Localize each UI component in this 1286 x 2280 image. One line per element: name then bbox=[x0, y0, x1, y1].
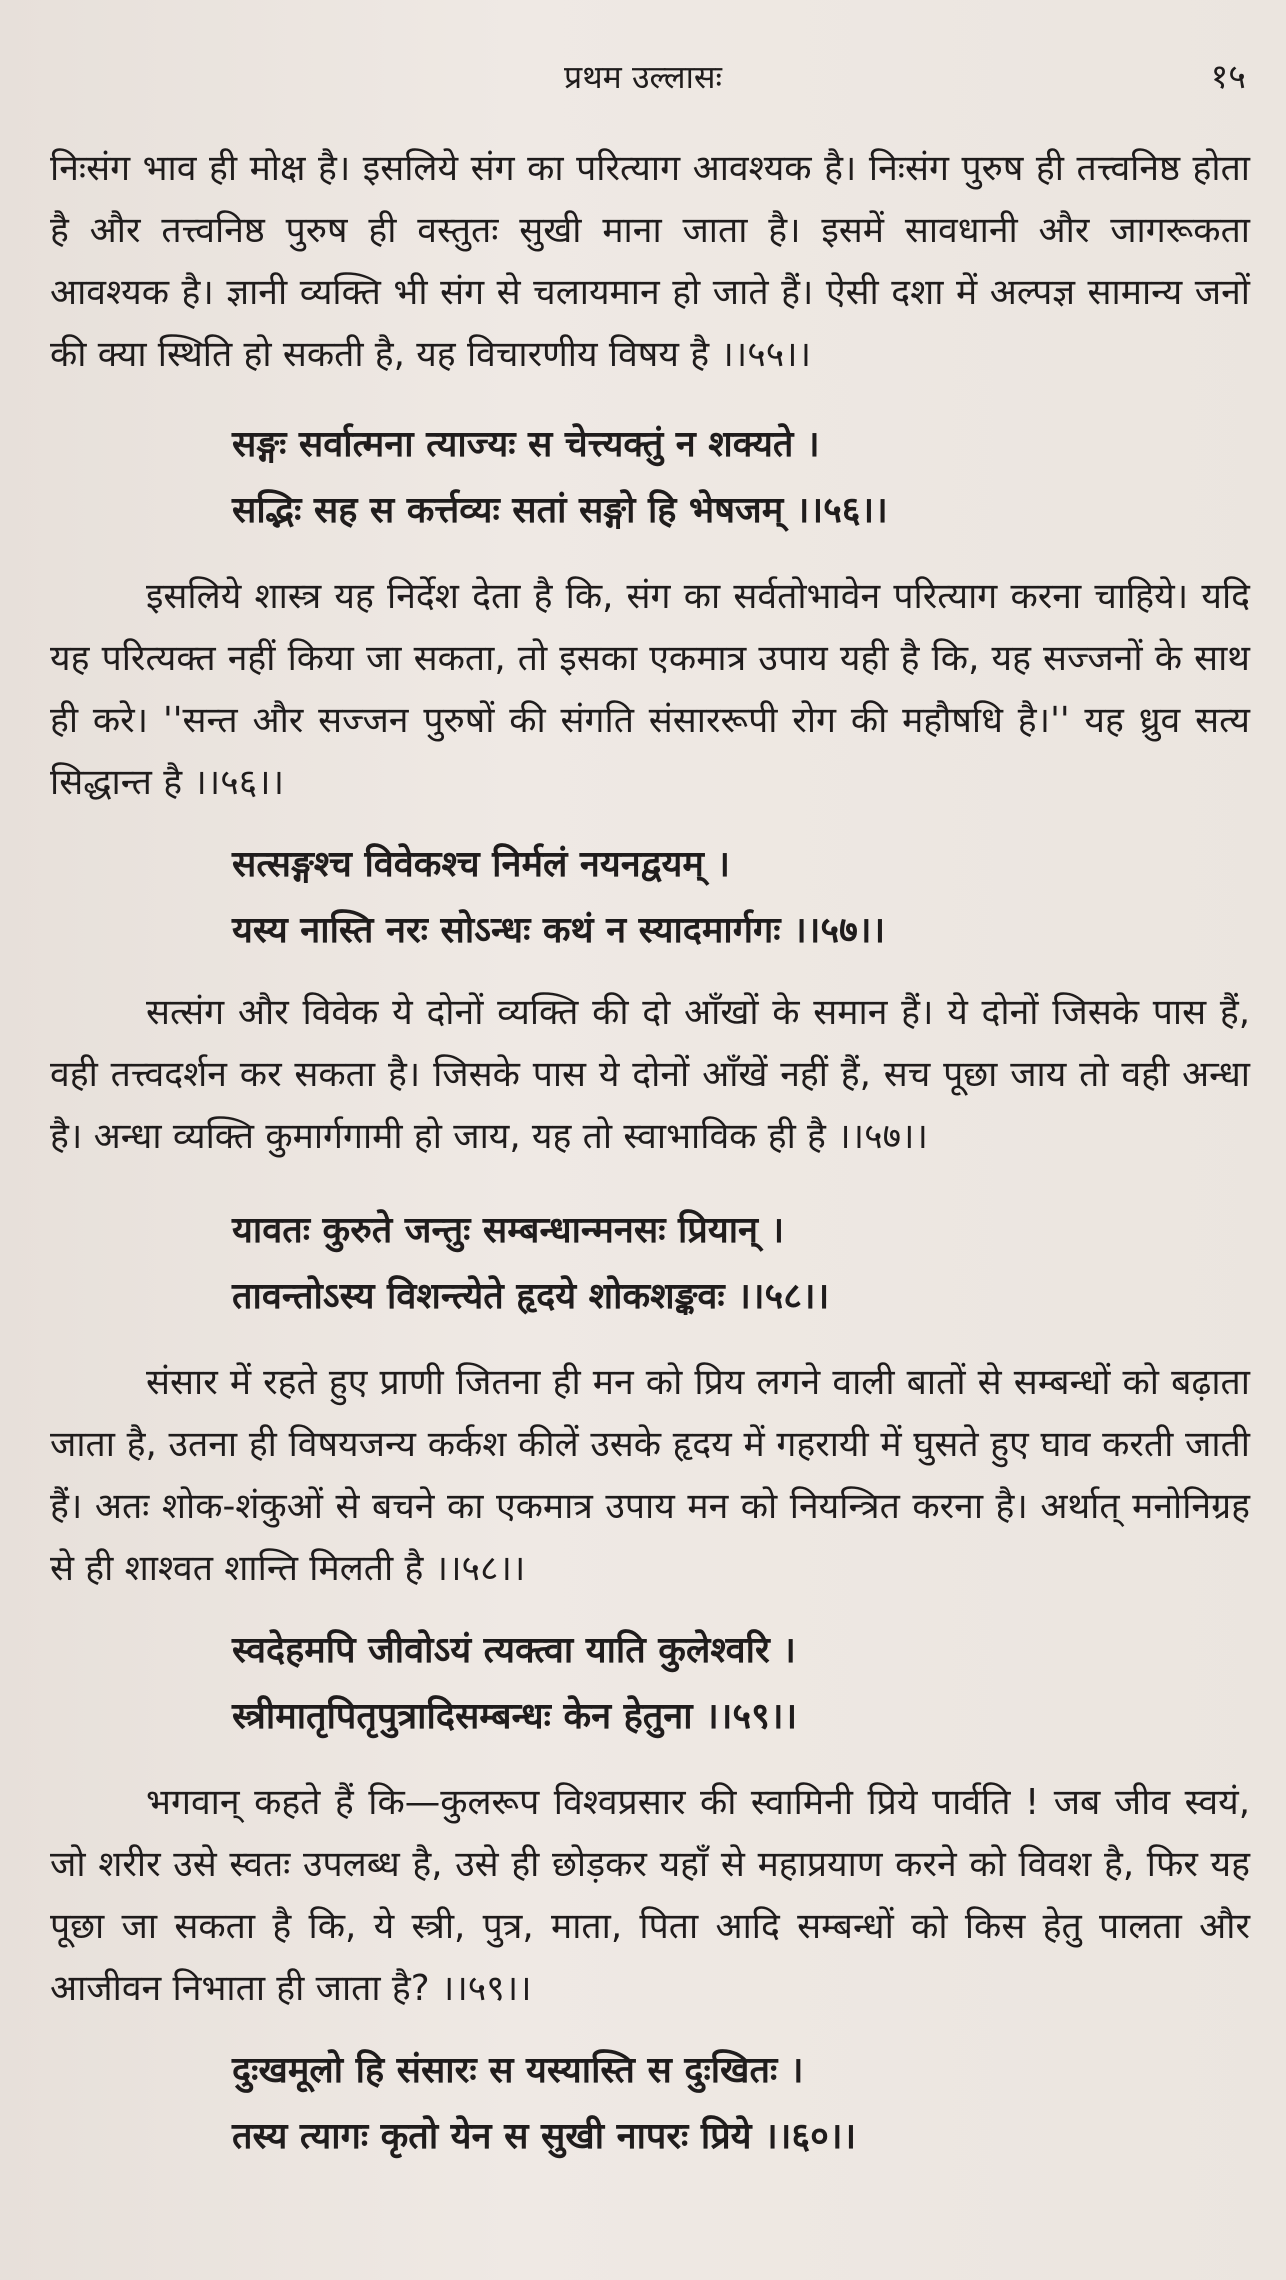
verse-line: दुःखमूलो हि संसारः स यस्यास्ति स दुःखितः । bbox=[232, 2050, 804, 2091]
commentary-paragraph-58: संसार में रहते हुए प्राणी जितना ही मन को प्रिय लगने वाली बातों से सम्बन्धों को बढ़ाता जाता है, उतना ही विषयजन्य कर्कश कीलें उसके हृदय में गहरायी में घुसते हुए घाव करती जाती हैं। अतः शोक-शंकुओं से बचने का एकमात्र उपाय मन को नियन्त्रित करना है। अर्थात् मनोनिग्रह से ही शाश्वत शान्ति मिलती है ।।५८।। bbox=[50, 1362, 1250, 1589]
verse-57 bbox=[232, 832, 1132, 964]
verse-line: सद्भिः सह स कर्त्तव्यः सतां सङ्गो हि भेषजम् ।।५६।। bbox=[232, 490, 888, 531]
verse-56 bbox=[232, 412, 1132, 544]
verse-line: तावन्तोऽस्य विशन्त्येते हृदये शोकशङ्कवः ।।५८।। bbox=[232, 1276, 830, 1317]
verse-line: तस्य त्यागः कृतो येन स सुखी नापरः प्रिये ।।६०।। bbox=[232, 2116, 857, 2157]
verse-line: सत्सङ्गश्च विवेकश्च निर्मलं नयनद्वयम् । bbox=[232, 844, 731, 885]
verse-line: स्त्रीमातृपितृपुत्रादिसम्बन्धः केन हेतुना ।।५९।। bbox=[232, 1696, 798, 1737]
commentary-paragraph-56: इसलिये शास्त्र यह निर्देश देता है कि, संग का सर्वतोभावेन परित्याग करना चाहिये। यदि यह परित्यक्त नहीं किया जा सकता, तो इसका एकमात्र उपाय यही है कि, यह सज्जनों के साथ ही करे। ''सन्त और सज्जन पुरुषों की संगति संसाररूपी रोग की महौषधि है।'' यह ध्रुव सत्य सिद्धान्त है ।।५६।। bbox=[50, 576, 1250, 803]
chapter-title: प्रथम उल्लासः bbox=[563, 58, 722, 96]
verse-line: सङ्गः सर्वात्मना त्याज्यः स चेत्त्यक्तुं न शक्यते । bbox=[232, 424, 820, 465]
verse-line: यावतः कुरुते जन्तुः सम्बन्धान्मनसः प्रियान् । bbox=[232, 1210, 785, 1251]
commentary-paragraph-55: निःसंग भाव ही मोक्ष है। इसलिये संग का परित्याग आवश्यक है। निःसंग पुरुष ही तत्त्वनिष्ठ होता है और तत्त्वनिष्ठ पुरुष ही वस्तुतः सुखी माना जाता है। इसमें सावधानी और जागरूकता आवश्यक है। ज्ञानी व्यक्ति भी संग से चलायमान हो जाते हैं। ऐसी दशा में अल्पज्ञ सामान्य जनों की क्या स्थिति हो सकती है, यह विचारणीय विषय है ।।५५।। bbox=[50, 148, 1250, 375]
commentary-paragraph-59: भगवान् कहते हैं कि—कुलरूप विश्वप्रसार की स्वामिनी प्रिये पार्वति ! जब जीव स्वयं, जो शरीर उसे स्वतः उपलब्ध है, उसे ही छोड़कर यहाँ से महाप्रयाण करने को विवश है, फिर यह पूछा जा सकता है कि, ये स्त्री, पुत्र, माता, पिता आदि सम्बन्धों को किस हेतु पालता और आजीवन निभाता ही जाता है? ।।५९।। bbox=[50, 1782, 1250, 2009]
verse-59 bbox=[232, 1618, 1132, 1750]
verse-60 bbox=[232, 2038, 1132, 2170]
verse-58 bbox=[232, 1198, 1132, 1330]
verse-line: स्वदेहमपि जीवोऽयं त्यक्त्वा याति कुलेश्वरि । bbox=[232, 1630, 796, 1671]
commentary-paragraph-57: सत्संग और विवेक ये दोनों व्यक्ति की दो आँखों के समान हैं। ये दोनों जिसके पास हैं, वही तत्त्वदर्शन कर सकता है। जिसके पास ये दोनों आँखें नहीं हैं, सच पूछा जाय तो वही अन्धा है। अन्धा व्यक्ति कुमार्गगामी हो जाय, यह तो स्वाभाविक ही है ।।५७।। bbox=[50, 992, 1250, 1157]
running-header bbox=[0, 52, 1286, 102]
page-body bbox=[50, 138, 1250, 2170]
page-number: १५ bbox=[1210, 57, 1246, 97]
verse-line: यस्य नास्ति नरः सोऽन्धः कथं न स्यादमार्गगः ।।५७।। bbox=[232, 910, 886, 951]
